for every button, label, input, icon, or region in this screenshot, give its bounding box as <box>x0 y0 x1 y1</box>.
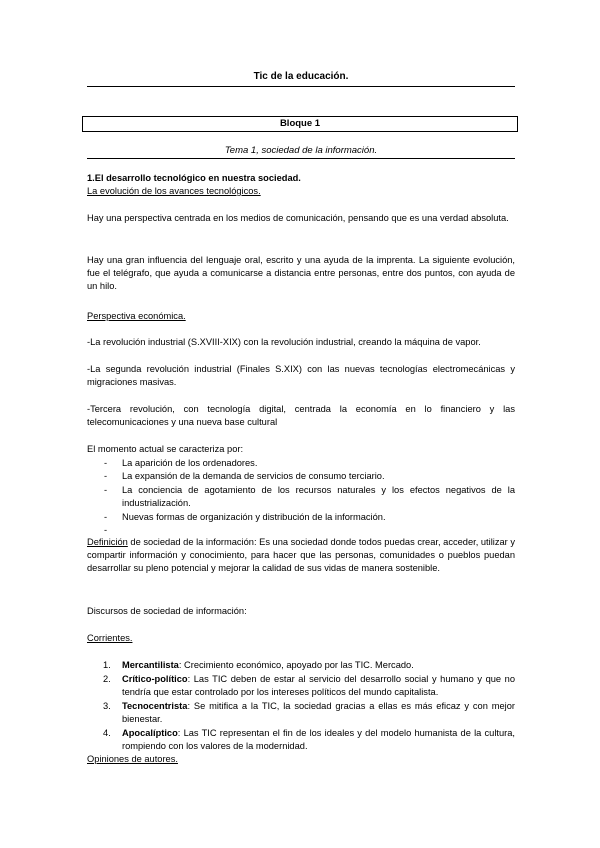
bullet-marker: - <box>104 512 108 522</box>
list-item: Nuevas formas de organización y distribución de la información. <box>122 512 386 522</box>
block-heading-box: Bloque 1 <box>82 116 518 132</box>
third-revolution: -Tercera revolución, con tecnología digital, centrada la economía en lo financiero y las telecomunicaciones y una nueva base cultural <box>87 404 515 427</box>
numbered-item <box>122 700 515 726</box>
section-subheading: La evolución de los avances tecnológicos. <box>87 186 261 196</box>
economic-heading: Perspectiva económica. <box>87 311 186 321</box>
authors-heading: Opiniones de autores. <box>87 754 178 764</box>
item-term: Crítico-político <box>122 674 188 684</box>
document-title: Tic de la educación. <box>253 71 349 82</box>
discourses-heading: Discursos de sociedad de información: <box>87 606 247 616</box>
current-moment-intro: El momento actual se caracteriza por: <box>87 444 244 454</box>
list-item: La conciencia de agotamiento de los recursos naturales y los efectos negativos de la industrialización. <box>122 485 515 508</box>
list-number: 4. <box>103 728 111 738</box>
item-term: Mercantilista <box>122 660 179 670</box>
item-text: : Las TIC representan el fin de los ideales y del modelo humanista de la cultura, rompiendo con los valores de la modernidad. <box>122 728 515 751</box>
first-revolution: -La revolución industrial (S.XVIII-XIX) con la revolución industrial, creando la máquina de vapor. <box>87 337 481 347</box>
list-number: 2. <box>103 674 111 684</box>
title-underline <box>87 86 515 87</box>
item-term: Apocalíptico <box>122 728 178 738</box>
list-item: La aparición de los ordenadores. <box>122 458 258 468</box>
paragraph-telegraph: Hay una gran influencia del lenguaje oral, escrito y una ayuda de la imprenta. La siguiente evolución, fue el telégrafo, que ayuda a comunicarse a distancia entre personas, entre dos puntos, con ayuda de un hilo. <box>87 255 515 291</box>
paragraph-media-perspective: Hay una perspectiva centrada en los medios de comunicación, pensando que es una verdad absoluta. <box>87 213 509 223</box>
currents-heading: Corrientes. <box>87 633 133 643</box>
bullet-marker: - <box>104 458 108 468</box>
bullet-marker: - <box>104 471 108 481</box>
item-term: Tecnocentrista <box>122 701 188 711</box>
definition-paragraph <box>87 536 515 575</box>
list-number: 1. <box>103 660 111 670</box>
definition-text: de sociedad de la información: Es una sociedad donde todos puedas crear, acceder, utilizar y compartir información y conocimiento, para hacer que las personas, comunidades o pueblos puedan desarrollar su pleno potencial y mejorar la calidad de sus vidas de manera sostenible. <box>87 537 515 573</box>
second-revolution: -La segunda revolución industrial (Finales S.XIX) con las nuevas tecnologías electromecánicas y migraciones masivas. <box>87 364 515 387</box>
item-text: : Crecimiento económico, apoyado por las TIC. Mercado. <box>178 660 414 670</box>
list-number: 3. <box>103 701 111 711</box>
bullet-marker: - <box>104 485 108 495</box>
topic-title: Tema 1, sociedad de la información. <box>224 145 378 156</box>
definition-term: Definición <box>87 537 128 547</box>
numbered-item <box>122 673 515 699</box>
numbered-item <box>122 659 515 672</box>
list-item: La expansión de la demanda de servicios de consumo terciario. <box>122 471 385 481</box>
section-heading: 1.El desarrollo tecnológico en nuestra sociedad. <box>87 173 301 183</box>
topic-underline <box>87 158 515 159</box>
item-text: : Se mitifica a la TIC, la sociedad gracias a ellas es más eficaz y con mejor bienestar. <box>122 701 515 724</box>
numbered-item <box>122 727 515 753</box>
item-text: : Las TIC deben de estar al servicio del desarrollo social y humano y que no tendría que estar controlado por los intereses políticos del mundo capitalista. <box>122 674 515 697</box>
bullet-marker: - <box>104 525 108 535</box>
